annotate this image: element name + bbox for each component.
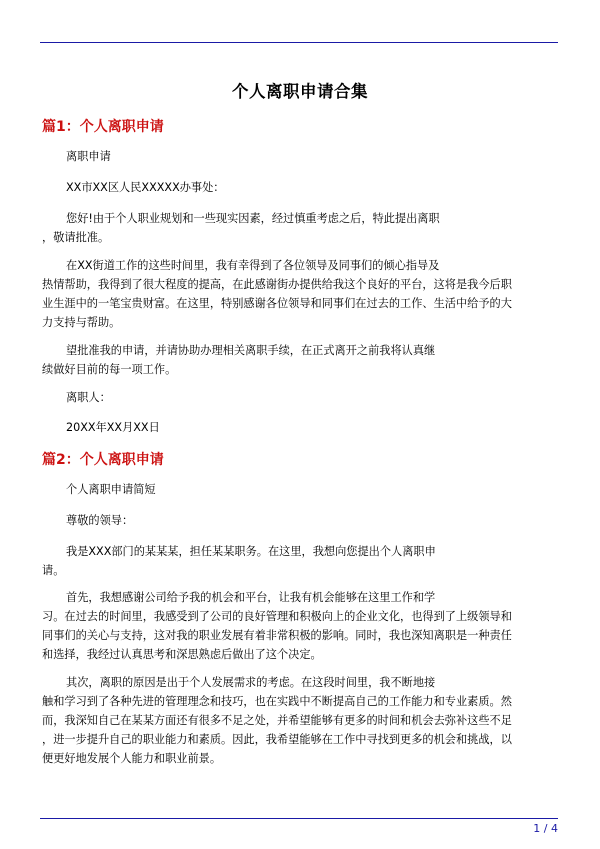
section-1-paragraph-3: 望批准我的申请，并请协助办理相关离职手续，在正式离开之前我将认真继 续做好目前的每一项工作。	[42, 344, 436, 376]
document-title: 个人离职申请合集	[232, 82, 368, 101]
section-1-signer: 离职人：	[66, 391, 111, 404]
section-1-heading: 篇1：个人离职申请	[42, 119, 164, 135]
section-1-subtitle: 离职申请	[66, 150, 111, 163]
section-1-paragraph-2: 在XX街道工作的这些时间里，我有幸得到了各位领导及同事们的倾心指导及 热情帮助，我得到了很大程度的提高，在此感谢街办提供给我这个良好的平台，这将是我今后职 业生涯中的一笔宝贵财富。在这里，特别感谢各位领导和同事们在过去的工作、生活中给予的大 力支持与帮助。	[42, 259, 512, 329]
section-2-subtitle: 个人离职申请简短	[66, 483, 156, 496]
footer-rule	[40, 818, 558, 819]
page-number: 1 / 4	[533, 822, 558, 835]
section-2-paragraph-1: 我是XXX部门的某某某，担任某某职务。在这里，我想向您提出个人离职申 请。	[42, 545, 436, 577]
section-2-paragraph-2: 首先，我想感谢公司给予我的机会和平台，让我有机会能够在这里工作和学 习。在过去的时间里，我感受到了公司的良好管理和积极向上的企业文化，也得到了上级领导和 同事们的关心与支持，这对我的职业发展有着非常积极的影响。同时，我也深知离职是一种责任 和选择，我经过认真思考和深思熟虑后做出了这个决定。	[42, 591, 512, 661]
section-2-salutation: 尊敬的领导：	[66, 514, 134, 527]
section-1-date: 20XX年XX月XX日	[66, 421, 160, 434]
section-1-paragraph-1: 您好!由于个人职业规划和一些现实因素，经过慎重考虑之后，特此提出离职 ，敬请批准。	[42, 212, 440, 244]
section-2-heading: 篇2：个人离职申请	[42, 452, 164, 468]
header-rule	[40, 42, 558, 43]
section-1-recipient: XX市XX区人民XXXXX办事处：	[66, 181, 225, 194]
section-2-paragraph-3: 其次，离职的原因是出于个人发展需求的考虑。在这段时间里，我不断地接 触和学习到了各种先进的管理理念和技巧，也在实践中不断提高自己的工作能力和专业素质。然 而，我深知自己在某某方面还有很多不足之处，并希望能够有更多的时间和机会去弥补这些不足 ，进一步提升自己的职业能力和素质。因此，我希望能够在工作中寻找到更多的机会和挑战，以 便更好地发展个人能力和职业前景。	[42, 676, 512, 765]
